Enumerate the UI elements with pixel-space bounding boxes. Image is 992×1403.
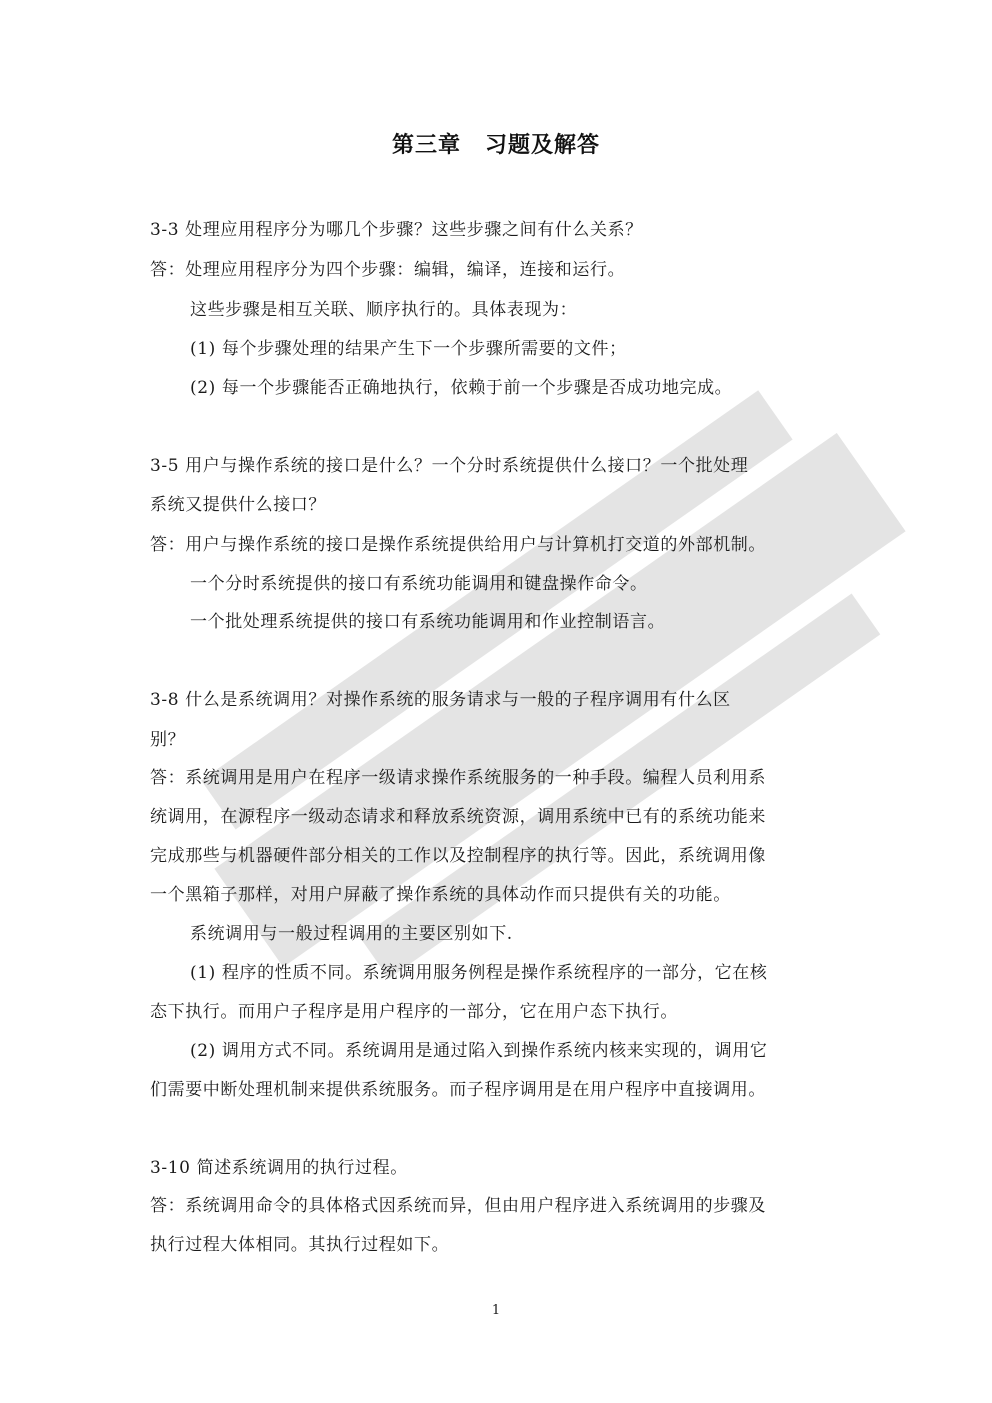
answer-line: 执行过程大体相同。其执行过程如下。 <box>150 1235 450 1255</box>
question-3-8-cont: 别？ <box>150 730 186 750</box>
answer-line: 答：处理应用程序分为四个步骤：编辑，编译，连接和运行。 <box>150 260 626 280</box>
question-3-10: 3-10 简述系统调用的执行过程。 <box>150 1158 408 1178</box>
page-title <box>0 128 992 159</box>
answer-line: 答：系统调用命令的具体格式因系统而异，但由用户程序进入系统调用的步骤及 <box>150 1196 766 1216</box>
question-3-8: 3-8 什么是系统调用？对操作系统的服务请求与一般的子程序调用有什么区 <box>150 690 731 710</box>
answer-line: 这些步骤是相互关联、顺序执行的。具体表现为： <box>190 300 578 320</box>
question-3-5-cont: 系统又提供什么接口？ <box>150 495 326 515</box>
answer-line: 一个批处理系统提供的接口有系统功能调用和作业控制语言。 <box>190 612 666 632</box>
answer-line: 统调用，在源程序一级动态请求和释放系统资源，调用系统中已有的系统功能来 <box>150 807 766 827</box>
answer-line: 一个黑箱子那样，对用户屏蔽了操作系统的具体动作而只提供有关的功能。 <box>150 885 731 905</box>
answer-line: 一个分时系统提供的接口有系统功能调用和键盘操作命令。 <box>190 574 648 594</box>
chapter-title: 习题及解答 <box>485 133 601 158</box>
answer-line: 态下执行。而用户子程序是用户程序的一部分，它在用户态下执行。 <box>150 1002 678 1022</box>
answer-list-item: (1) 程序的性质不同。系统调用服务例程是操作系统程序的一部分，它在核 <box>190 963 768 983</box>
answer-line: 们需要中断处理机制来提供系统服务。而子程序调用是在用户程序中直接调用。 <box>150 1080 766 1100</box>
page-number: 1 <box>491 1303 501 1318</box>
answer-line: 答：系统调用是用户在程序一级请求操作系统服务的一种手段。编程人员利用系 <box>150 768 766 788</box>
answer-line: 答：用户与操作系统的接口是操作系统提供给用户与计算机打交道的外部机制。 <box>150 535 766 555</box>
answer-list-item: (1) 每个步骤处理的结果产生下一个步骤所需要的文件； <box>190 339 627 359</box>
chapter-label: 第三章 <box>391 133 461 158</box>
answer-line: 完成那些与机器硬件部分相关的工作以及控制程序的执行等。因此，系统调用像 <box>150 846 766 866</box>
answer-list-item: (2) 调用方式不同。系统调用是通过陷入到操作系统内核来实现的，调用它 <box>190 1041 768 1061</box>
question-3-3: 3-3 处理应用程序分为哪几个步骤？这些步骤之间有什么关系？ <box>150 220 643 240</box>
answer-line: 系统调用与一般过程调用的主要区别如下. <box>190 924 513 944</box>
answer-list-item: (2) 每一个步骤能否正确地执行，依赖于前一个步骤是否成功地完成。 <box>190 378 733 398</box>
question-3-5: 3-5 用户与操作系统的接口是什么？一个分时系统提供什么接口？一个批处理 <box>150 456 749 476</box>
